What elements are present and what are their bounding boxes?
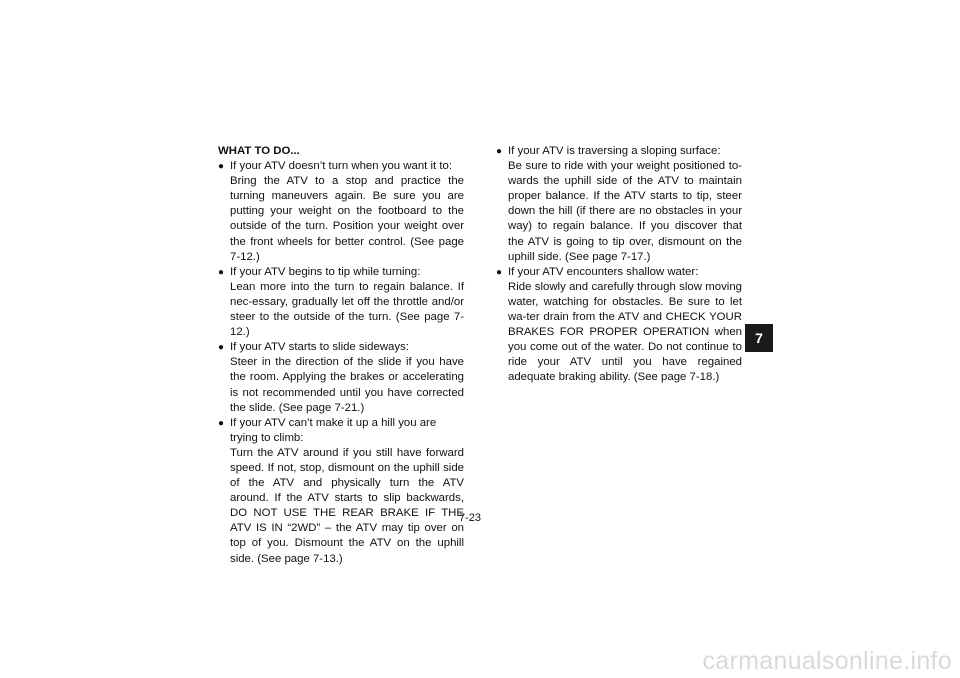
list-item — [218, 416, 464, 567]
list-item-heading: If your ATV is traversing a sloping surface: — [508, 145, 721, 157]
list-item-body: Turn the ATV around if you still have forward speed. If not, stop, dismount on the uphill side of the ATV and physically turn the ATV around. If the ATV starts to slip backwards, DO NOT USE THE REAR BRAKE IF THE ATV IS IN “2WD” – the ATV may tip over on top of you. Dismount the ATV on the uphill side. (See page 7-13.) — [230, 446, 464, 565]
page-number: 7-23 — [458, 512, 482, 524]
list-item-body: Be sure to ride with your weight positioned to-wards the uphill side of the ATV to maintain proper balance. If the ATV starts to tip, steer down the hill (if there are no obstacles in your way) to regain balance. If you discover that the ATV is going to tip over, dismount on the uphill side. (See page 7-17.) — [508, 160, 742, 263]
bullet-icon: ● — [496, 266, 503, 278]
section-title: WHAT TO DO... — [218, 145, 300, 157]
list-item-body: Steer in the direction of the slide if you have the room. Applying the brakes or accelerating is not recommended until you have corrected the slide. (See page 7-21.) — [230, 356, 464, 414]
list-item-body: Bring the ATV to a stop and practice the turning maneuvers again. Be sure you are putting your weight on the footboard to the outside of the turn. Position your weight over the front wheels for better control. (See page 7-12.) — [230, 175, 464, 263]
list-item — [218, 265, 464, 340]
bullet-icon: ● — [218, 342, 225, 354]
bullet-icon: ● — [496, 146, 503, 157]
list-item — [496, 265, 742, 386]
left-column — [218, 144, 464, 567]
list-item — [496, 144, 742, 265]
bullet-icon: ● — [218, 161, 225, 173]
list-item-heading: If your ATV can’t make it up a hill you are trying to climb: — [230, 416, 437, 444]
list-item-body: Ride slowly and carefully through slow moving water, watching for obstacles. Be sure to let wa-ter drain from the ATV and CHECK YOUR BRAKES FOR PROPER OPERATION when you come out of the water. Do not continue to ride your ATV until you have regained adequate braking ability. (See page 7-18.) — [508, 280, 742, 384]
list-item-heading: If your ATV begins to tip while turning: — [230, 265, 421, 278]
chapter-tab: 7 — [745, 324, 773, 352]
list-item — [218, 159, 464, 265]
list-item-heading: If your ATV starts to slide sideways: — [230, 341, 409, 354]
list-item-heading: If your ATV doesn’t turn when you want it to: — [230, 160, 453, 173]
list-item-heading: If your ATV encounters shallow water: — [508, 265, 699, 278]
bullet-icon: ● — [218, 266, 225, 278]
bullet-icon: ● — [218, 417, 225, 429]
watermark: carmanualsonline.info — [702, 647, 952, 675]
right-column — [496, 144, 742, 386]
list-item-body: Lean more into the turn to regain balance. If nec-essary, gradually let off the throttle and/or steer to the outside of the turn. (See page 7-12.) — [230, 280, 464, 339]
list-item — [218, 340, 464, 415]
